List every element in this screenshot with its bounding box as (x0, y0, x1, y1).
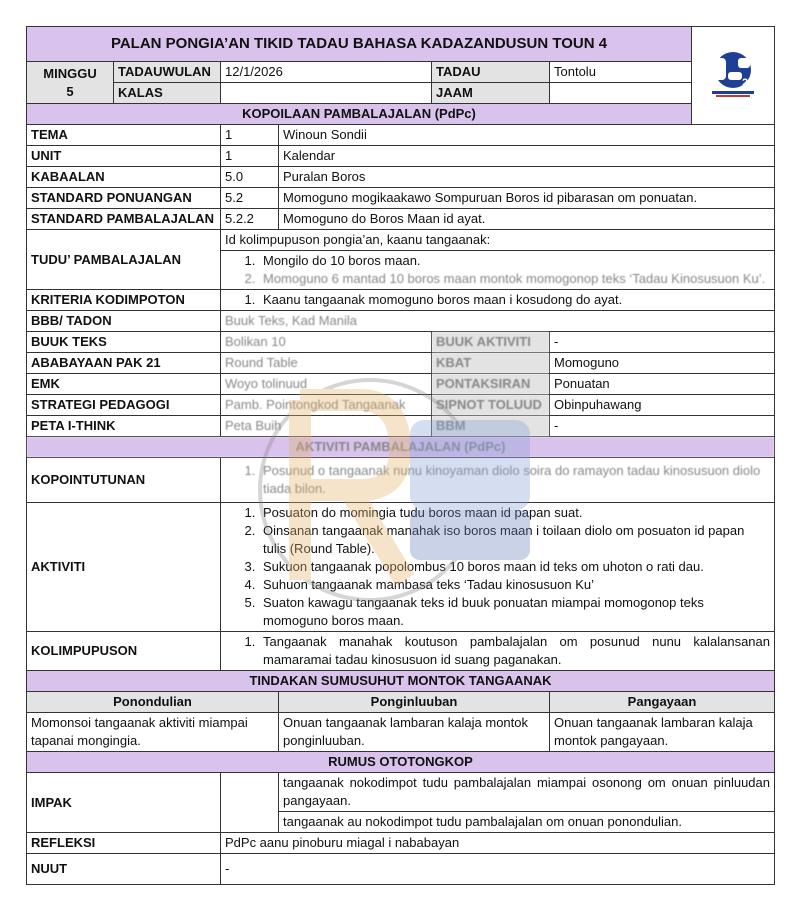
table-row (27, 167, 775, 188)
tema-value: Winoun Sondii (279, 125, 775, 146)
buuk-aktiviti-label: BUUK AKTIVITI (432, 332, 550, 353)
kopointutunan-cell (221, 458, 775, 503)
sipnot-value: Obinpuhawang (550, 395, 775, 416)
bbb-label: BBB/ TADON (27, 311, 221, 332)
aktiviti-label: AKTIVITI (27, 503, 221, 632)
list-item: 3. Sukuon tangaanak popolombus 10 boros maan id teks om uhoton o rati dau. (259, 558, 770, 576)
buuk-aktiviti-value: - (550, 332, 775, 353)
kalas-label: KALAS (114, 83, 221, 104)
standard-pambalajalan-value: Momoguno do Boros Maan id ayat. (279, 209, 775, 230)
tindakan-col-ponondulian: Ponondulian (27, 692, 279, 713)
kopoilaan-heading: KOPOILAAN PAMBALAJALAN (PdPc) (27, 104, 692, 125)
ppk-logo-icon (706, 46, 760, 100)
kbat-label: KBAT (432, 353, 550, 374)
kriteria-list (225, 291, 770, 309)
standard-ponuangan-label: STANDARD PONUANGAN (27, 188, 221, 209)
impak-line-1: tangaanak nokodimpot tudu pambalajalan miampai osonong om onuan pinluudan pangayaan. (279, 773, 775, 812)
pak21-value: Round Table (221, 353, 432, 374)
jaam-label: JAAM (432, 83, 550, 104)
bbb-value: Buuk Teks, Kad Manila (221, 311, 775, 332)
refleksi-label: REFLEKSI (27, 833, 221, 854)
tindakan-ponondulian-value: Momonsoi tangaanak aktiviti miampai tapanai mongingia. (27, 713, 279, 752)
unit-code: 1 (221, 146, 279, 167)
tindakan-ponginluuban-value: Onuan tangaanak lambaran kalaja montok ponginluuban. (279, 713, 550, 752)
bbm-label: BBM (432, 416, 550, 437)
table-row (27, 125, 775, 146)
peta-label: PETA I-THINK (27, 416, 221, 437)
list-item: 5. Suaton kawagu tangaanak teks id buuk ponuatan miampai momogonop teks momoguno boros maan. (259, 594, 770, 630)
tindakan-pangayaan-value: Onuan tangaanak lambaran kalaja montok pangayaan. (550, 713, 775, 752)
lesson-plan-table (26, 26, 775, 885)
list-item: 1. Kaanu tangaanak momoguno boros maan i kosudong do ayat. (259, 291, 770, 309)
lesson-plan-document (26, 26, 774, 885)
kopointutunan-list (225, 462, 770, 498)
minggu-label: MINGGU (43, 65, 97, 81)
strategi-label: STRATEGI PEDAGOGI (27, 395, 221, 416)
buuk-teks-value: Bolikan 10 (221, 332, 432, 353)
refleksi-value: PdPc aanu pinoburu miagal i nababayan (221, 833, 775, 854)
standard-pambalajalan-label: STANDARD PAMBALAJALAN (27, 209, 221, 230)
document-title: PALAN PONGIA’AN TIKID TADAU BAHASA KADAZANDUSUN TOUN 4 (27, 27, 692, 62)
logo-cell (692, 27, 775, 125)
minggu-value: 5 (66, 83, 74, 99)
kabaalan-value: Puralan Boros (279, 167, 775, 188)
impak-spacer (221, 773, 279, 833)
kabaalan-label: KABAALAN (27, 167, 221, 188)
bbm-value: - (550, 416, 775, 437)
table-row (27, 209, 775, 230)
sipnot-label: SIPNOT TOLUUD (432, 395, 550, 416)
kolimpupuson-list (225, 633, 770, 669)
pontaksiran-value: Ponuatan (550, 374, 775, 395)
standard-ponuangan-value: Momoguno mogikaakawo Sompuruan Boros id pibarasan om ponuatan. (279, 188, 775, 209)
logo-number: 25 (742, 77, 755, 89)
impak-label: IMPAK (27, 773, 221, 833)
emk-value: Woyo tolinuud (221, 374, 432, 395)
kopointutunan-label: KOPOINTUTUNAN (27, 458, 221, 503)
tadauwulan-label: TADAUWULAN (114, 62, 221, 83)
tudu-intro: Id kolimpupuson pongia’an, kaanu tangaanak: (221, 230, 775, 251)
aktiviti-list (225, 504, 770, 630)
kabaalan-code: 5.0 (221, 167, 279, 188)
kbat-value: Momoguno (550, 353, 775, 374)
tema-label: TEMA (27, 125, 221, 146)
kriteria-cell (221, 290, 775, 311)
list-item: 4. Suhuon tangaanak mambasa teks ‘Tadau kinosusuon Ku’ (259, 576, 770, 594)
aktiviti-cell (221, 503, 775, 632)
buuk-teks-label: BUUK TEKS (27, 332, 221, 353)
unit-value: Kalendar (279, 146, 775, 167)
standard-ponuangan-code: 5.2 (221, 188, 279, 209)
tindakan-col-ponginluuban: Ponginluuban (279, 692, 550, 713)
list-item: 2. Oinsanan tangaanak manahak iso boros maan i toilaan diolo om posuaton id papan tulis (Round Table). (259, 522, 770, 558)
list-item: 2. Momoguno 6 mantad 10 boros maan montok momogonop teks ‘Tadau Kinosusuon Ku’. (259, 270, 770, 288)
list-item: 1. Mongilo do 10 boros maan. (259, 252, 770, 270)
tindakan-col-pangayaan: Pangayaan (550, 692, 775, 713)
tudu-list (225, 252, 770, 288)
nuut-label: NUUT (27, 854, 221, 885)
standard-pambalajalan-code: 5.2.2 (221, 209, 279, 230)
minggu-cell (27, 62, 114, 104)
kolimpupuson-cell (221, 632, 775, 671)
kriteria-label: KRITERIA KODIMPOTON (27, 290, 221, 311)
table-row (27, 188, 775, 209)
table-row (27, 146, 775, 167)
peta-value: Peta Buih (221, 416, 432, 437)
aktiviti-heading: AKTIVITI PAMBALAJALAN (PdPc) (27, 437, 775, 458)
pak21-label: ABABAYAAN PAK 21 (27, 353, 221, 374)
rumus-heading: RUMUS OTOTONGKOP (27, 752, 775, 773)
pontaksiran-label: PONTAKSIRAN (432, 374, 550, 395)
tudu-label: TUDU’ PAMBALAJALAN (27, 230, 221, 290)
nuut-value: - (221, 854, 775, 885)
tadauwulan-value: 12/1/2026 (221, 62, 432, 83)
list-item: 1. Posuaton do momingia tudu boros maan id papan suat. (259, 504, 770, 522)
list-item: 1. Posunud o tangaanak nunu kinoyaman diolo soira do ramayon tadau kinosusuon diolo tiada bilon. (259, 462, 770, 498)
tadau-value: Tontolu (550, 62, 692, 83)
tema-code: 1 (221, 125, 279, 146)
strategi-value: Pamb. Pointongkod Tangaanak (221, 395, 432, 416)
impak-line-2: tangaanak au nokodimpot tudu pambalajalan om onuan ponondulian. (279, 812, 775, 833)
tindakan-heading: TINDAKAN SUMUSUHUT MONTOK TANGAANAK (27, 671, 775, 692)
tadau-label: TADAU (432, 62, 550, 83)
kolimpupuson-label: KOLIMPUPUSON (27, 632, 221, 671)
unit-label: UNIT (27, 146, 221, 167)
jaam-value (550, 83, 692, 104)
emk-label: EMK (27, 374, 221, 395)
tudu-list-cell (221, 251, 775, 290)
list-item: 1. Tangaanak manahak koutuson pambalajalan om posunud nunu kalalansanan mamaramai tadau kinosusuon id suang paganakan. (259, 633, 770, 669)
kalas-value (221, 83, 432, 104)
